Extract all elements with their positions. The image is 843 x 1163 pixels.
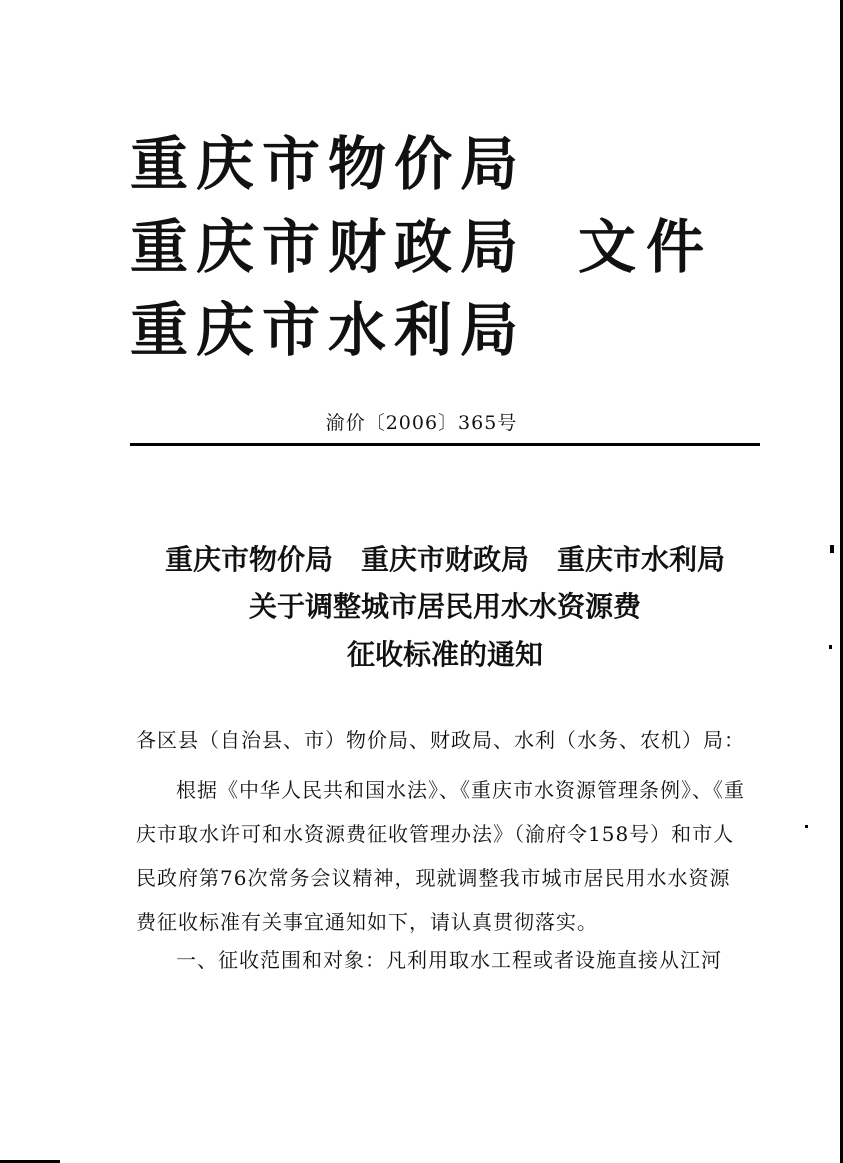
salutation: 各区县（自治县、市）物价局、财政局、水利（水务、农机）局： bbox=[136, 728, 745, 752]
doc-type-label: 文件 bbox=[578, 213, 715, 281]
document-title-line: 重庆市物价局 重庆市财政局 重庆市水利局 bbox=[164, 543, 725, 576]
document-title-line: 关于调整城市居民用水水资源费 bbox=[248, 590, 641, 623]
header-divider bbox=[130, 443, 760, 446]
body-paragraph: 根据《中华人民共和国水法》、《重庆市水资源管理条例》、《重庆市取水许可和水资源费征收管理办法》（渝府令158号）和市人民政府第76次常务会议精神，现就调整我市城市居民用水水资源费征收标准有关事宜通知如下，请认真贯彻落实。 bbox=[136, 778, 745, 934]
scan-speck bbox=[829, 645, 832, 649]
issuer-name: 重庆市财政局 bbox=[130, 213, 527, 281]
scan-speck bbox=[830, 545, 834, 553]
scan-speck bbox=[805, 825, 808, 828]
document-title-line: 征收标准的通知 bbox=[346, 638, 543, 671]
document-number: 渝价〔2006〕365号 bbox=[325, 412, 518, 434]
body-item: 一、征收范围和对象：凡利用取水工程或者设施直接从江河 bbox=[176, 948, 722, 972]
issuer-name: 重庆市物价局 bbox=[130, 130, 527, 198]
issuer-name: 重庆市水利局 bbox=[130, 296, 527, 364]
